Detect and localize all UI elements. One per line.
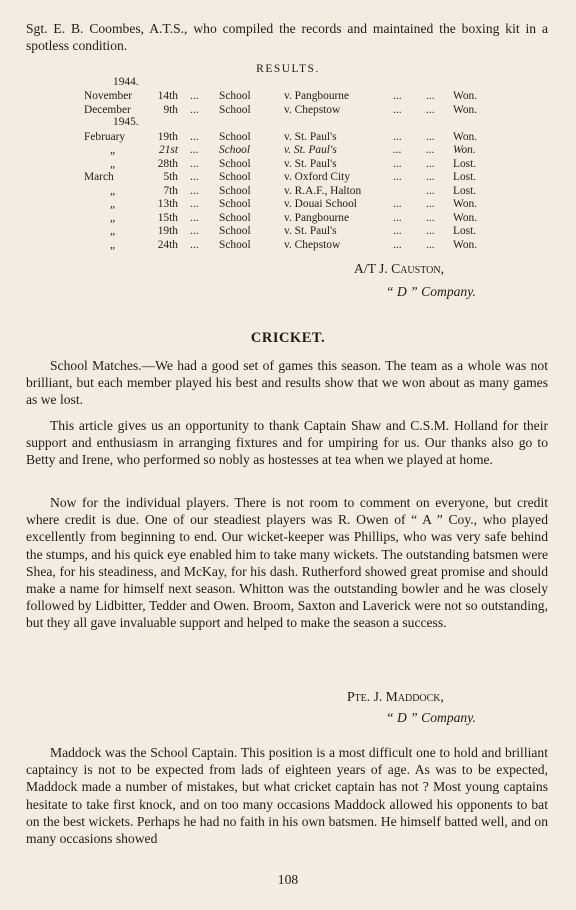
results-day: 24th xyxy=(157,238,178,251)
results-day: 9th xyxy=(163,103,178,116)
results-opponent: v. St. Paul's xyxy=(284,144,337,156)
results-row xyxy=(0,239,576,253)
results-outcome: Lost. xyxy=(453,225,477,237)
results-team: School xyxy=(219,225,251,237)
results-leader: ... xyxy=(190,225,199,237)
results-leader: ... xyxy=(426,130,435,143)
results-leader: ... xyxy=(393,144,402,156)
signature-company: “ D ” Company. xyxy=(386,284,476,299)
results-leader: ... xyxy=(190,157,199,170)
results-day: 19th xyxy=(157,130,178,143)
results-opponent: v. Pangbourne xyxy=(284,211,350,224)
results-day: 14th xyxy=(157,90,178,102)
results-opponent: v. R.A.F., Halton xyxy=(284,184,362,197)
results-outcome: Won. xyxy=(453,144,476,156)
results-outcome: Won. xyxy=(453,103,478,116)
results-row xyxy=(0,225,576,239)
results-opponent: v. Chepstow xyxy=(284,103,341,116)
results-opponent: v. St. Paul's xyxy=(284,225,337,237)
results-team: School xyxy=(219,238,251,251)
results-month: November xyxy=(84,90,133,102)
results-leader: ... xyxy=(190,144,199,156)
results-row xyxy=(0,198,576,212)
signature-company: “ D ” Company. xyxy=(386,710,476,725)
results-row xyxy=(0,104,576,118)
paragraph-players: Now for the individual players. There is not room to comment on everyone, but credit where credit is due. One of our steadiest players was R. Owen of “ A ” Coy., who played excellently from beginning to end. Our wicket-keeper was Phillips, who was very safe behind the stumps, and his quick eye enabled him to take many wickets. The outstanding batsmen were Shea, for his steadiness, and McKay, for his dash. Rutherford showed great promise and should make a name for himself next season. Whitton was the outstanding bowler and he was closely followed by Lidbitter, Tedder and Owen. Broom, Saxton and Laverick were not so outstanding, but they all gave invaluable support and helped to make the season a success. xyxy=(26,495,548,631)
results-day: 5th xyxy=(163,171,178,183)
results-opponent: v. Oxford City xyxy=(284,171,351,183)
results-team: School xyxy=(219,157,251,170)
results-team: School xyxy=(219,130,251,143)
results-leader: ... xyxy=(190,90,199,102)
results-outcome: Won. xyxy=(453,198,478,210)
results-day: 13th xyxy=(157,198,178,210)
results-month: „ xyxy=(110,238,116,251)
results-leader: ... xyxy=(393,90,402,102)
paragraph-captain: Maddock was the School Captain. This position is a most difficult one to hold and brilliant captaincy is not to be expected from lads of eighteen years of age. As was to be expected, Maddock made a number of mistakes, but what cricket captain has not ? Most young captains hesitate to take first knock, and on too many occasions Maddock allowed his opponents to bat on the best wickets. Perhaps he had no faith in his own batsmen. He himself batted well, and on many occasions showed xyxy=(26,745,548,847)
results-day: 15th xyxy=(157,211,178,224)
results-leader: ... xyxy=(426,90,435,102)
year-1944-label: 1944. xyxy=(113,76,139,88)
results-day: 7th xyxy=(163,184,178,197)
results-leader: ... xyxy=(393,211,402,224)
results-team: School xyxy=(219,90,251,102)
results-leader: ... xyxy=(393,238,402,251)
results-leader: ... xyxy=(426,198,435,210)
results-opponent: v. St. Paul's xyxy=(284,130,337,143)
intro-paragraph: Sgt. E. B. Coombes, A.T.S., who compiled the records and maintained the boxing kit in a spotless condition. xyxy=(26,21,548,54)
results-row xyxy=(0,144,576,158)
results-row xyxy=(0,131,576,145)
results-leader: ... xyxy=(426,184,435,197)
results-month: March xyxy=(84,171,114,183)
results-row xyxy=(0,158,576,172)
results-team: School xyxy=(219,198,251,210)
results-leader: ... xyxy=(426,225,435,237)
results-opponent: v. Douai School xyxy=(284,198,357,210)
results-leader: ... xyxy=(393,198,402,210)
results-leader: ... xyxy=(426,103,435,116)
results-leader: ... xyxy=(393,157,402,170)
results-opponent: v. Pangbourne xyxy=(284,90,350,102)
results-month: „ xyxy=(110,198,116,210)
results-outcome: Lost. xyxy=(453,171,477,183)
results-team: School xyxy=(219,211,251,224)
results-month: „ xyxy=(110,157,116,170)
results-outcome: Won. xyxy=(453,90,478,102)
results-outcome: Lost. xyxy=(453,157,477,170)
results-row xyxy=(0,171,576,185)
results-month: „ xyxy=(110,144,117,156)
results-team: School xyxy=(219,103,251,116)
paragraph-school-matches: School Matches.—We had a good set of games this season. The team as a whole was not brilliant, but each member played his best and results show that we won about as many games as we lost. xyxy=(26,358,548,408)
results-day: 21st xyxy=(159,144,178,156)
results-month: December xyxy=(84,103,131,116)
results-leader: ... xyxy=(190,184,199,197)
results-leader: ... xyxy=(393,130,402,143)
results-heading: RESULTS. xyxy=(256,63,320,75)
results-outcome: Lost. xyxy=(453,184,477,197)
results-row xyxy=(0,90,576,104)
results-leader: ... xyxy=(190,238,199,251)
results-team: School xyxy=(219,171,251,183)
results-leader: ... xyxy=(190,171,199,183)
results-opponent: v. St. Paul's xyxy=(284,157,337,170)
results-leader: ... xyxy=(190,211,199,224)
signature-name: Pte. J. Maddock, xyxy=(347,689,444,704)
year-1945-label: 1945. xyxy=(113,116,139,128)
signature-name: A/T J. Causton, xyxy=(354,261,444,276)
results-month: „ xyxy=(110,211,116,224)
results-month: „ xyxy=(110,225,116,237)
results-row xyxy=(0,185,576,199)
results-leader: ... xyxy=(190,103,199,116)
results-outcome: Won. xyxy=(453,130,478,143)
results-day: 19th xyxy=(157,225,178,237)
results-day: 28th xyxy=(157,157,178,170)
results-leader: ... xyxy=(190,130,199,143)
results-leader: ... xyxy=(426,238,435,251)
results-outcome: Won. xyxy=(453,211,478,224)
results-outcome: Won. xyxy=(453,238,478,251)
results-leader: ... xyxy=(426,171,435,183)
results-leader: ... xyxy=(393,225,402,237)
results-leader: ... xyxy=(426,144,435,156)
results-month: „ xyxy=(110,184,116,197)
results-leader: ... xyxy=(393,171,402,183)
cricket-heading: CRICKET. xyxy=(250,330,326,346)
results-leader: ... xyxy=(426,157,435,170)
results-leader: ... xyxy=(393,103,402,116)
results-row xyxy=(0,212,576,226)
results-leader: ... xyxy=(190,198,199,210)
results-team: School xyxy=(219,144,251,156)
results-team: School xyxy=(219,184,251,197)
results-opponent: v. Chepstow xyxy=(284,238,341,251)
results-leader: ... xyxy=(426,211,435,224)
page-number: 108 xyxy=(277,872,299,887)
paragraph-thanks: This article gives us an opportunity to thank Captain Shaw and C.S.M. Holland for their support and enthusiasm in arranging fixtures and for umpiring for us. Our thanks also go to Betty and Irene, who performed so nobly as hostesses at tea when we played at home. xyxy=(26,418,548,468)
results-month: February xyxy=(84,130,126,143)
